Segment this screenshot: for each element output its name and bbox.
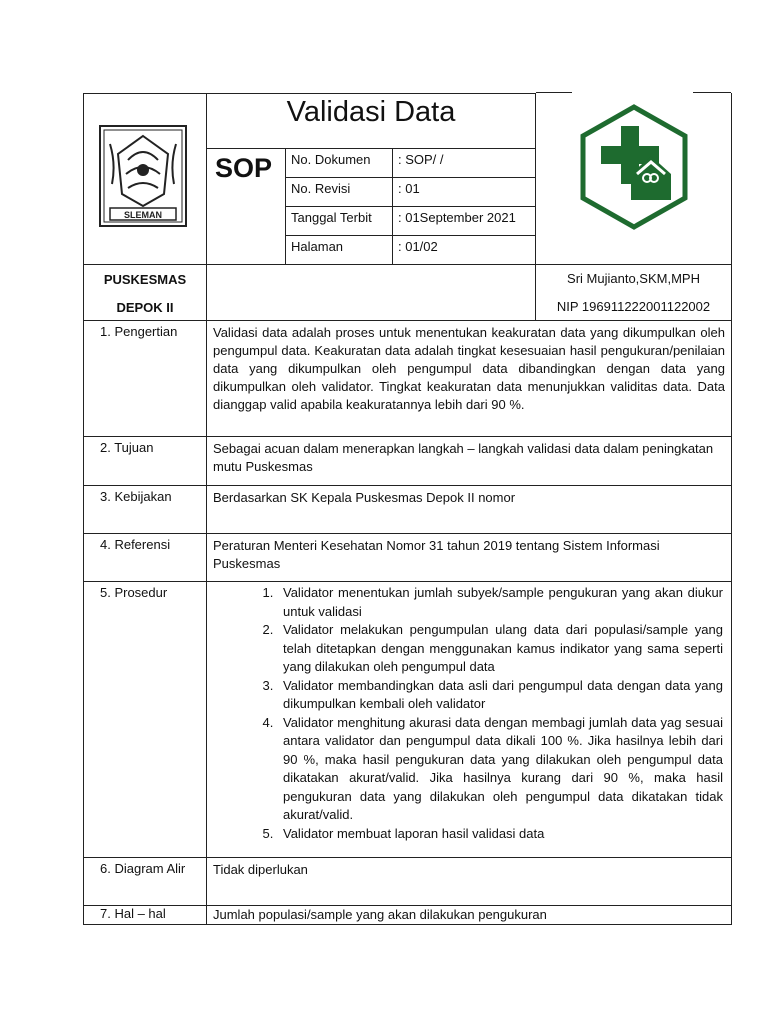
- section-label: 3. Kebijakan: [100, 489, 172, 504]
- signer-cell: [535, 264, 732, 321]
- section-label-cell: [83, 533, 207, 582]
- section-label-cell: [83, 320, 207, 437]
- section-text: Jumlah populasi/sample yang akan dilakukan pengukuran: [213, 907, 547, 922]
- section-content-cell: [206, 857, 732, 906]
- section-label: 7. Hal – hal: [100, 906, 166, 921]
- sleman-emblem-icon: [98, 124, 188, 228]
- section-text: Peraturan Menteri Kesehatan Nomor 31 tahun 2019 tentang Sistem Informasi Puskesmas: [213, 538, 660, 571]
- meta-value: : 01: [398, 181, 420, 196]
- org-blank-cell: [206, 264, 536, 321]
- section-label-cell: [83, 905, 207, 925]
- sop-cell: [206, 148, 286, 265]
- meta-value: : SOP/ /: [398, 152, 444, 167]
- procedure-step: 5. Validator membuat laporan hasil validasi data: [277, 825, 723, 844]
- meta-label: No. Dokumen: [291, 152, 371, 167]
- sleman-logo-text: SLEMAN: [124, 210, 162, 220]
- meta-label-cell: [285, 206, 393, 236]
- section-label: 1. Pengertian: [100, 324, 178, 339]
- meta-value-cell: [392, 235, 536, 265]
- section-text: Sebagai acuan dalam menerapkan langkah – langkah validasi data dalam peningkatan mutu Puskesmas: [213, 441, 714, 474]
- meta-label: Halaman: [291, 239, 344, 254]
- section-label-cell: [83, 436, 207, 486]
- organization-cell: [83, 264, 207, 321]
- document-title: Validasi Data: [286, 96, 456, 128]
- meta-value-cell: [392, 177, 536, 207]
- section-content-cell: [206, 485, 732, 534]
- meta-value-cell: [392, 206, 536, 236]
- puskesmas-logo-icon: [579, 104, 689, 230]
- meta-label: Tanggal Terbit: [291, 210, 372, 225]
- procedure-step: 3. Validator membandingkan data asli dari pengumpul data dengan data yang dikumpulkan kembali oleh validator: [277, 677, 723, 714]
- organization-name: PUSKESMAS: [103, 272, 187, 287]
- meta-label-cell: [285, 235, 393, 265]
- meta-label-cell: [285, 148, 393, 178]
- section-content-cell: [206, 581, 732, 858]
- signer-nip: NIP 196911222001122002: [556, 299, 711, 314]
- meta-value-cell: [392, 148, 536, 178]
- section-content-cell: [206, 533, 732, 582]
- procedure-step: 2. Validator melakukan pengumpulan ulang data dari populasi/sample yang telah ditetapkan dengan menggunakan kamus indikator yang sama seperti yang dilakukan oleh pengumpul data: [277, 621, 723, 677]
- procedure-steps: [207, 584, 723, 843]
- section-label-cell: [83, 581, 207, 858]
- procedure-step: 4. Validator menghitung akurasi data dengan membagi jumlah data yag sesuai antara validator dan pengumpul data dikali 100 %. Jika hasilnya lebih dari 90 %, maka hasil pengukuran data yang dilakukan oleh pengumpul data dikatakan akurat/valid. Jika hasilnya kurang dari 90 %, maka hasil pengukuran data yang dilakukan oleh pengumpul data dikatakan tidak akurat/valid.: [277, 714, 723, 825]
- section-label: 2. Tujuan: [100, 440, 154, 455]
- section-label: 6. Diagram Alir: [100, 861, 186, 876]
- meta-value: : 01/02: [398, 239, 438, 254]
- section-text: Berdasarkan SK Kepala Puskesmas Depok II nomor: [213, 490, 516, 505]
- section-text: Tidak diperlukan: [213, 862, 308, 877]
- procedure-step: 1. Validator menentukan jumlah subyek/sample pengukuran yang akan diukur untuk validasi: [277, 584, 723, 621]
- organization-branch: DEPOK II: [116, 300, 174, 315]
- section-content-cell: [206, 905, 732, 925]
- meta-label-cell: [285, 177, 393, 207]
- section-content-cell: [206, 436, 732, 486]
- section-text: Validasi data adalah proses untuk menentukan keakuratan data yang dikumpulkan oleh pengumpul data. Keakuratan data adalah tingkat kesesuaian hasil pengukuran/penilaian data yang dikumpulkan oleh pengumpul data dibandingkan dengan data yang dikumpulkan oleh validator. Tingkat keakuratan data menunjukkan validitas data. Data dianggap valid apabila keakuratannya lebih dari 90 %.: [213, 325, 725, 412]
- title-cell: [206, 93, 536, 149]
- section-content-cell: [206, 320, 732, 437]
- sop-label: SOP: [215, 153, 273, 183]
- meta-label: No. Revisi: [291, 181, 351, 196]
- section-label: 4. Referensi: [100, 537, 171, 552]
- sleman-logo-cell: [83, 93, 207, 265]
- puskesmas-logo-cell: [535, 93, 732, 265]
- section-label: 5. Prosedur: [100, 585, 168, 600]
- meta-value: : 01September 2021: [398, 210, 516, 225]
- signer-name: Sri Mujianto,SKM,MPH: [567, 271, 700, 286]
- section-label-cell: [83, 857, 207, 906]
- section-label-cell: [83, 485, 207, 534]
